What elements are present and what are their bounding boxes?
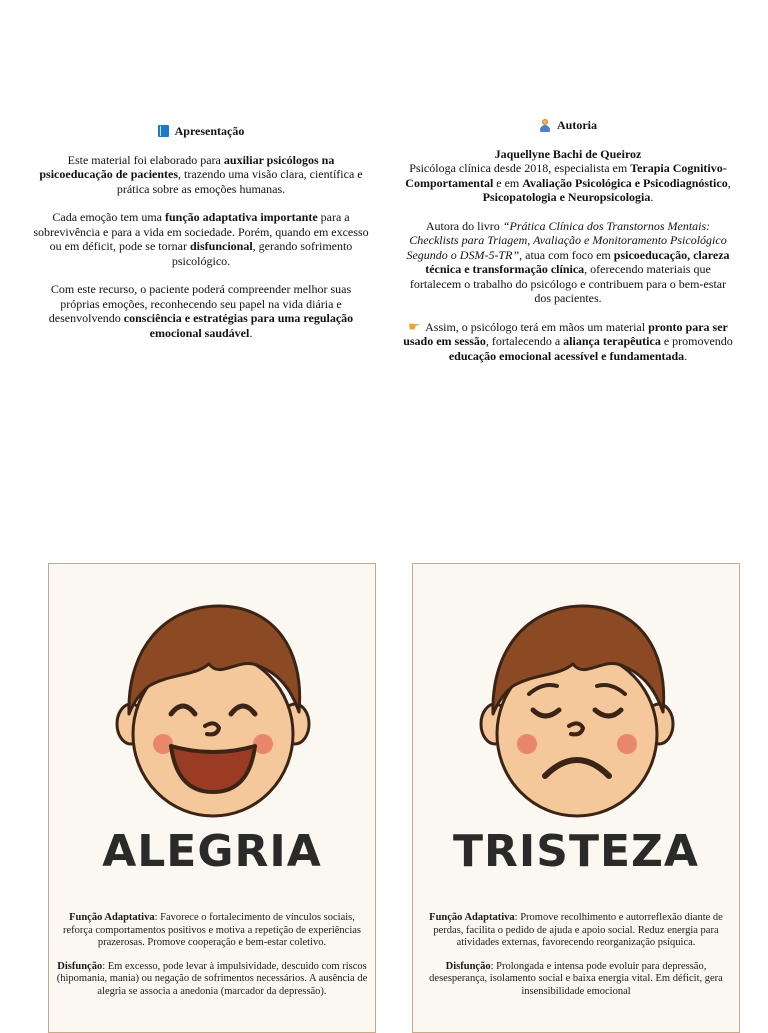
authorship-heading-text: Autoria <box>557 118 597 132</box>
authorship-paragraph-3 <box>402 320 734 364</box>
sad-face-icon <box>473 594 681 824</box>
bold-text: função adaptativa importante <box>164 210 318 224</box>
bold-text: disfuncional <box>189 239 253 253</box>
adaptive-function-text <box>419 912 733 950</box>
label: Disfunção <box>57 960 103 972</box>
bold-text: aliança terapêutica <box>563 334 661 348</box>
text: : Promove recolhimento e autorreflexão diante de perdas, facilita o pedido de ajuda e apoio social. Reduz energia para atividades externas, favorecendo reorganização psíquica. <box>433 912 723 948</box>
text: , oferecendo materiais que fortalecem o trabalho do psicólogo e contribuem para o bem-estar dos pacientes. <box>409 262 727 305</box>
text: Este material foi elaborado para <box>67 152 224 167</box>
text: Assim, o psicólogo terá em mãos um material <box>422 319 649 334</box>
text: : Em excesso, pode levar à impulsividade, descuido com riscos (hipomania, mania) ou negação de sofrimentos necessários. A ausência de alegria se associa a anedonia (marcador da depressão). <box>56 960 368 997</box>
label: Disfunção <box>445 960 491 972</box>
bold-text: psicoeducação, clareza técnica e transformação clínica <box>425 247 730 276</box>
emotion-card-tristeza <box>412 563 740 1033</box>
presentation-paragraph-3 <box>30 282 372 340</box>
text: Psicóloga clínica desde 2018, especialista em <box>409 161 631 175</box>
bold-text: auxiliar psicólogos na psicoeducação de pacientes <box>39 152 335 181</box>
label: Função Adaptativa <box>69 912 155 923</box>
presentation-section <box>30 124 372 354</box>
text: Autora do livro <box>425 218 503 233</box>
bold-text: Avaliação Psicológica e Psicodiagnóstico <box>522 175 728 190</box>
card-description <box>419 912 733 1009</box>
authorship-section <box>402 118 734 377</box>
dysfunction-text <box>55 961 369 999</box>
authorship-heading <box>402 118 734 133</box>
text: Com este recurso, o paciente poderá compreender melhor suas próprias emoções, reconhecendo seu papel na vida diária e desenvolvendo <box>48 282 352 325</box>
presentation-paragraph-1 <box>30 153 372 197</box>
bold-text: Psicopatologia e Neuropsicologia <box>482 190 651 204</box>
card-title: TRISTEZA <box>453 826 699 877</box>
person-icon <box>539 119 551 132</box>
book-title: “Prática Clínica dos Transtornos Mentais: Checklists para Triagem, Avaliação e Monitoramento Psicológico Segundo o DSM-5-TR” <box>406 218 727 262</box>
authorship-paragraph-1 <box>402 161 734 205</box>
text: Cada emoção tem uma <box>52 210 165 224</box>
text: , atua com foco em <box>519 247 614 262</box>
text: , fortalecendo a <box>485 334 564 348</box>
presentation-paragraph-2 <box>30 210 372 268</box>
text: , gerando sofrimento psicológico. <box>171 239 353 268</box>
book-icon <box>158 125 169 137</box>
bold-text: pronto para ser usado em sessão <box>403 319 728 348</box>
text: : Favorece o fortalecimento de vínculos sociais, reforça comportamentos positivos e motiva a repetição de experiências prazerosas. Promove cooperação e bem-estar coletivo. <box>63 912 361 948</box>
text: . <box>650 190 654 204</box>
bold-text: consciência e estratégias para uma regulação emocional saudável <box>123 311 354 340</box>
text: e promovendo <box>660 334 733 348</box>
card-description <box>55 912 369 1009</box>
presentation-heading <box>30 124 372 139</box>
text: , trazendo uma visão clara, científica e prática sobre as emoções humanas. <box>116 167 363 196</box>
card-title: ALEGRIA <box>102 826 322 877</box>
authorship-paragraph-2 <box>402 219 734 306</box>
presentation-heading-text: Apresentação <box>174 124 245 138</box>
bold-text: Terapia Cognitivo-Comportamental <box>405 161 727 190</box>
text: para a sobrevivência e para a vida em sociedade. Porém, quando em excesso ou em déficit, pode se tornar <box>33 210 369 253</box>
text: , <box>727 175 731 190</box>
adaptive-function-text <box>55 912 369 950</box>
text: e em <box>493 175 523 190</box>
text: . <box>684 348 688 363</box>
happy-face-icon <box>109 594 317 824</box>
text: . <box>249 325 253 340</box>
label: Função Adaptativa <box>429 912 515 923</box>
pointing-hand-icon: ☛ <box>408 318 420 334</box>
bold-text: educação emocional acessível e fundamentada <box>448 348 685 363</box>
emotion-card-alegria <box>48 563 376 1033</box>
author-name: Jaquellyne Bachi de Queiroz <box>494 146 642 161</box>
text: : Prolongada e intensa pode evoluir para depressão, desesperança, isolamento social e baixa energia vital. Em déficit, gera insensibilidade emocional <box>429 960 723 997</box>
dysfunction-text <box>419 961 733 999</box>
